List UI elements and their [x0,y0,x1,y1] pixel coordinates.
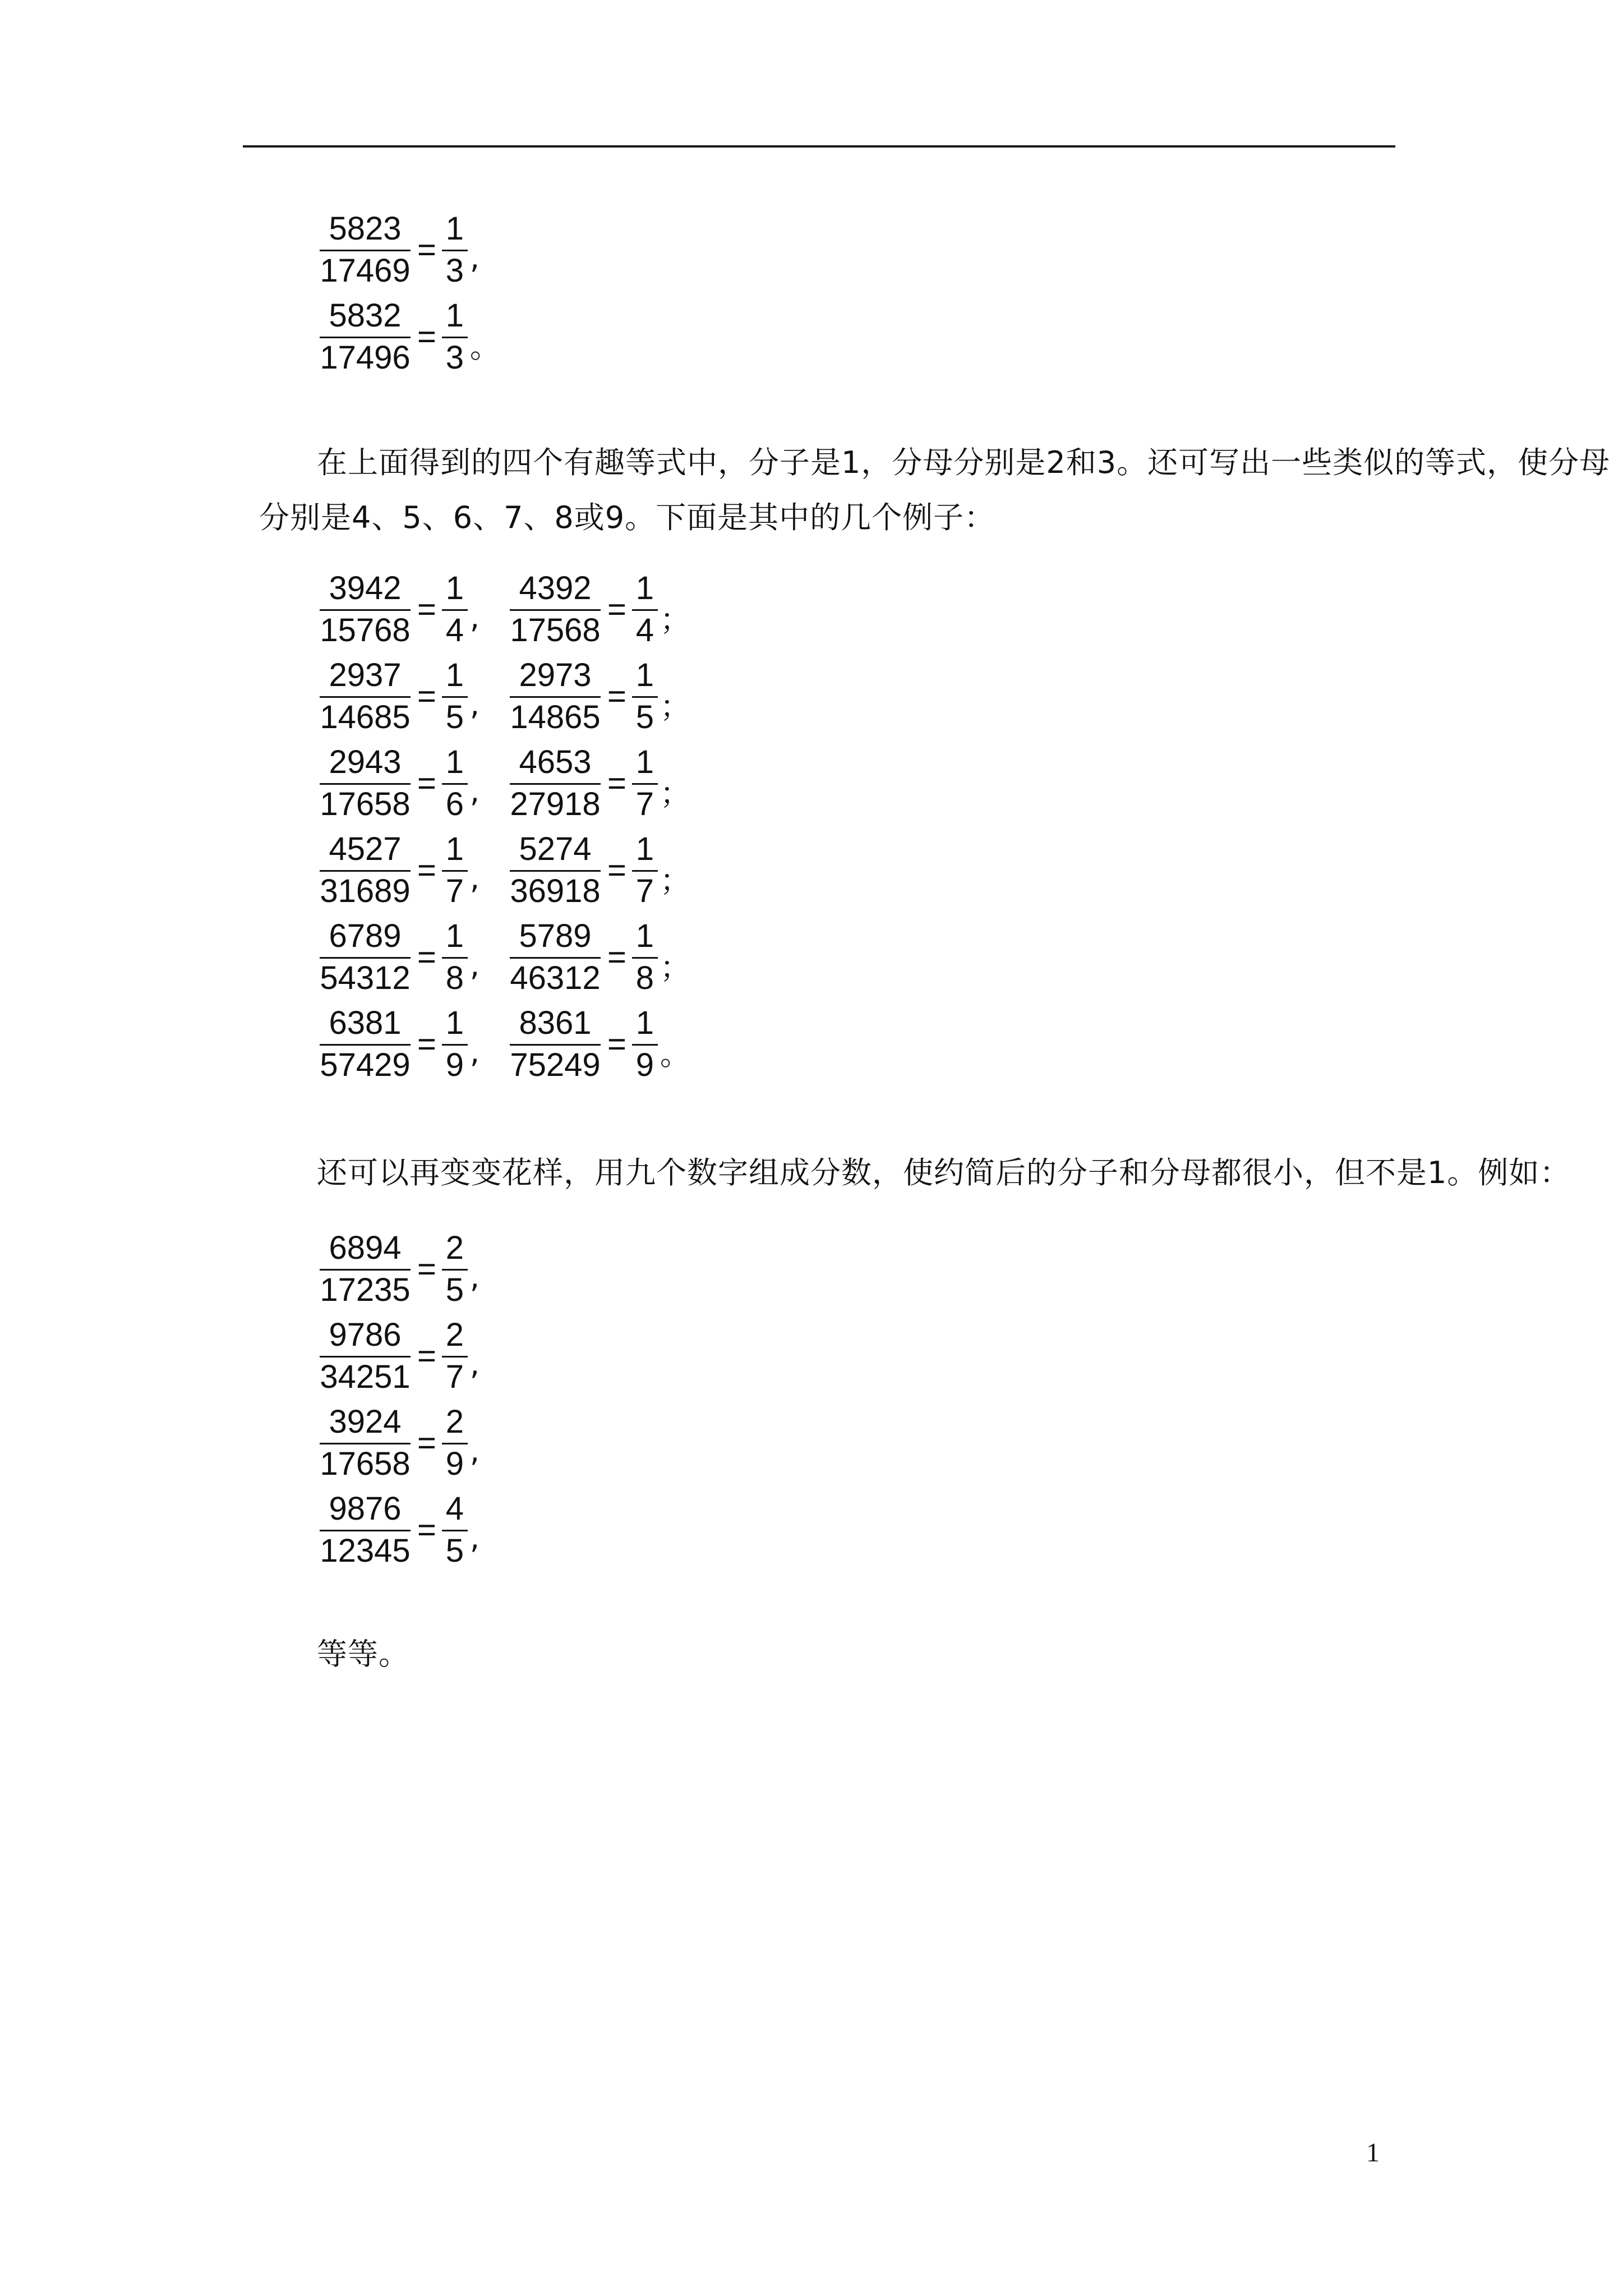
equation [320,570,479,649]
fraction [510,918,601,997]
equals-sign: = [417,938,436,976]
reduced-fraction [442,1317,468,1396]
punctuation: ； [660,776,690,811]
numerator: 2937 [329,657,402,693]
fraction-bar [442,250,468,251]
equation-row [320,740,690,827]
reduced-fraction [632,918,658,997]
fraction [320,570,411,649]
reduced-fraction [442,297,468,376]
fraction-bar [320,337,411,338]
fraction [320,297,411,376]
numerator: 4 [445,1490,464,1527]
fraction-bar [510,1044,601,1046]
denominator: 36918 [510,873,601,909]
equation [510,744,690,823]
denominator: 7 [635,786,654,822]
numerator: 1 [445,918,464,954]
punctuation: , [469,1259,480,1295]
equation [320,297,500,376]
punctuation: , [469,1520,480,1556]
numerator: 1 [445,297,464,334]
equation-row [320,293,500,380]
punctuation: , [469,1034,480,1070]
denominator: 15768 [320,612,411,648]
fraction [320,210,411,289]
fraction-bar [320,1356,411,1358]
equation-block-1 [320,206,500,380]
numerator: 2973 [519,657,592,693]
fraction [320,1317,411,1396]
numerator: 6894 [329,1230,402,1266]
fraction-bar [442,337,468,338]
punctuation: , [469,774,480,809]
equation [320,657,479,736]
reduced-fraction [632,570,658,649]
equals-sign: = [417,765,436,802]
denominator: 9 [445,1446,464,1482]
equals-sign: = [417,1424,436,1461]
punctuation: 。 [469,329,500,365]
denominator: 57429 [320,1047,411,1083]
fraction-bar [320,250,411,251]
equation [510,831,690,910]
punctuation: , [469,861,480,896]
equation [320,1230,479,1309]
fraction-bar [320,783,411,785]
fraction-bar [320,957,411,959]
denominator: 7 [445,1359,464,1395]
numerator: 2943 [329,744,402,780]
equals-sign: = [417,1025,436,1062]
fraction-bar [510,783,601,785]
reduced-fraction [442,657,468,736]
reduced-fraction [442,831,468,910]
denominator: 14685 [320,699,411,735]
numerator: 3924 [329,1404,402,1440]
reduced-fraction [442,1490,468,1570]
fraction-bar [510,696,601,698]
fraction-bar [510,957,601,959]
page-number: 1 [1366,2138,1380,2168]
numerator: 5823 [329,210,402,247]
denominator: 6 [445,786,464,822]
denominator: 5 [635,699,654,735]
numerator: 1 [445,744,464,780]
equals-sign: = [417,231,436,268]
denominator: 4 [635,612,654,648]
equals-sign: = [417,1250,436,1287]
fraction-bar [442,1356,468,1358]
reduced-fraction [442,1230,468,1309]
denominator: 54312 [320,960,411,996]
fraction-bar [442,957,468,959]
paragraph-line: 分别是4、5、6、7、8或9。下面是其中的几个例子： [259,500,995,535]
numerator: 1 [635,570,654,606]
denominator: 7 [635,873,654,909]
fraction [320,918,411,997]
denominator: 9 [445,1047,464,1083]
numerator: 5832 [329,297,402,334]
equals-sign: = [417,591,436,628]
denominator: 27918 [510,786,601,822]
fraction-bar [510,870,601,872]
equation-row [320,827,690,914]
numerator: 1 [635,831,654,867]
equals-sign: = [417,1511,436,1548]
reduced-fraction [442,744,468,823]
equals-sign: = [417,318,436,355]
fraction [320,1404,411,1483]
fraction-bar [320,1530,411,1531]
numerator: 4527 [329,831,402,867]
denominator: 12345 [320,1533,411,1569]
punctuation: , [469,600,480,635]
denominator: 14865 [510,699,601,735]
numerator: 1 [445,210,464,247]
equation [510,657,690,736]
denominator: 8 [445,960,464,996]
denominator: 75249 [510,1047,601,1083]
fraction-bar [442,783,468,785]
fraction [510,1005,601,1084]
equation [510,570,690,649]
denominator: 5 [445,1533,464,1569]
denominator: 5 [445,699,464,735]
equation [320,1005,479,1084]
denominator: 8 [635,960,654,996]
reduced-fraction [632,1005,658,1084]
equation-row [320,1001,690,1088]
reduced-fraction [632,831,658,910]
denominator: 17658 [320,1446,411,1482]
denominator: 31689 [320,873,411,909]
fraction-bar [632,696,658,698]
denominator: 7 [445,873,464,909]
header-rule [243,145,1395,148]
punctuation: , [469,1433,480,1469]
punctuation: , [469,687,480,722]
numerator: 2 [445,1230,464,1266]
denominator: 3 [445,252,464,289]
punctuation: ； [660,602,690,637]
fraction [320,831,411,910]
denominator: 3 [445,339,464,376]
denominator: 17235 [320,1272,411,1308]
fraction [320,1005,411,1084]
fraction-bar [320,1269,411,1271]
numerator: 1 [635,918,654,954]
numerator: 1 [445,570,464,606]
numerator: 1 [635,744,654,780]
punctuation: 。 [660,1037,690,1072]
fraction-bar [510,609,601,611]
fraction [510,657,601,736]
denominator: 4 [445,612,464,648]
fraction [320,1230,411,1309]
fraction-bar [320,870,411,872]
equation-row [320,914,690,1001]
numerator: 1 [635,1005,654,1041]
numerator: 5274 [519,831,592,867]
fraction [320,744,411,823]
fraction-bar [442,1269,468,1271]
equals-sign: = [607,678,626,715]
fraction [510,831,601,910]
fraction-bar [320,1443,411,1444]
denominator: 17658 [320,786,411,822]
fraction-bar [442,1530,468,1531]
numerator: 3942 [329,570,402,606]
reduced-fraction [442,918,468,997]
equation [320,831,479,910]
fraction-bar [442,696,468,698]
punctuation: , [469,1346,480,1382]
denominator: 9 [635,1047,654,1083]
equation-row [320,1226,479,1313]
reduced-fraction [442,1005,468,1084]
fraction [510,744,601,823]
equals-sign: = [607,938,626,976]
equation [320,744,479,823]
denominator: 46312 [510,960,601,996]
fraction-bar [632,1044,658,1046]
fraction-bar [442,1443,468,1444]
equation-row [320,566,690,653]
equation [510,918,690,997]
numerator: 2 [445,1404,464,1440]
equals-sign: = [607,852,626,889]
numerator: 6381 [329,1005,402,1041]
equation-row [320,206,500,293]
numerator: 4653 [519,744,592,780]
equals-sign: = [417,1337,436,1374]
numerator: 1 [445,657,464,693]
equation [320,1317,479,1396]
reduced-fraction [632,657,658,736]
equation [510,1005,690,1084]
numerator: 2 [445,1317,464,1353]
reduced-fraction [632,744,658,823]
fraction-bar [632,870,658,872]
fraction-bar [632,957,658,959]
equation-row [320,1487,479,1573]
punctuation: ； [660,689,690,724]
numerator: 8361 [519,1005,592,1041]
denominator: 17496 [320,339,411,376]
equals-sign: = [607,591,626,628]
fraction-bar [632,783,658,785]
equation-block-2 [320,566,690,1088]
fraction-bar [442,1044,468,1046]
equation-row [320,1400,479,1487]
equals-sign: = [417,852,436,889]
equals-sign: = [607,765,626,802]
punctuation: , [469,947,480,983]
fraction [510,570,601,649]
reduced-fraction [442,570,468,649]
fraction-bar [442,609,468,611]
equation [320,918,479,997]
fraction-bar [632,609,658,611]
denominator: 5 [445,1272,464,1308]
numerator: 4392 [519,570,592,606]
paragraph-line: 在上面得到的四个有趣等式中，分子是1，分母分别是2和3。还可写出一些类似的等式，使分母 [317,445,1611,480]
equals-sign: = [417,678,436,715]
equation [320,1490,479,1570]
denominator: 17469 [320,252,411,289]
numerator: 9876 [329,1490,402,1527]
fraction-bar [320,1044,411,1046]
equation-block-3 [320,1226,479,1573]
reduced-fraction [442,210,468,289]
fraction [320,1490,411,1570]
numerator: 1 [635,657,654,693]
fraction [320,657,411,736]
equals-sign: = [607,1025,626,1062]
equation-row [320,1313,479,1400]
numerator: 1 [445,1005,464,1041]
numerator: 5789 [519,918,592,954]
punctuation: , [469,240,480,275]
fraction-bar [442,870,468,872]
numerator: 1 [445,831,464,867]
closing-text: 等等。 [317,1636,409,1672]
paragraph-line: 还可以再变变花样，用九个数字组成分数，使约简后的分子和分母都很小，但不是1。例如： [317,1155,1571,1190]
numerator: 6789 [329,918,402,954]
equation [320,210,479,289]
denominator: 17568 [510,612,601,648]
denominator: 34251 [320,1359,411,1395]
punctuation: ； [660,863,690,898]
punctuation: ； [660,950,690,985]
equation [320,1404,479,1483]
fraction-bar [320,609,411,611]
equation-row [320,653,690,740]
reduced-fraction [442,1404,468,1483]
fraction-bar [320,696,411,698]
numerator: 9786 [329,1317,402,1353]
